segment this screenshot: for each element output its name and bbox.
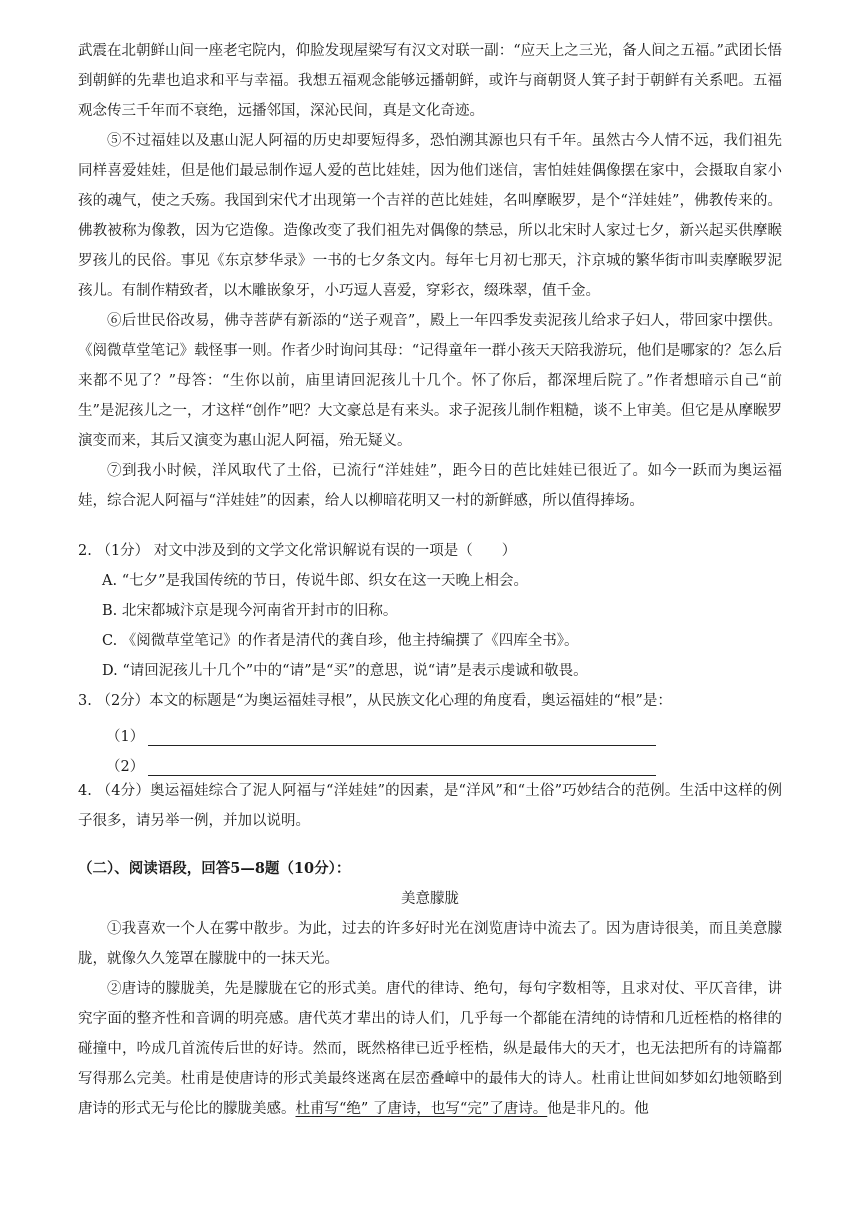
question-2-option-a: A. “七夕”是我国传统的节日，传说牛郎、织女在这一天晚上相会。: [102, 573, 529, 589]
question-4: [78, 776, 782, 836]
paragraph-2-text: ②唐诗的朦胧美，先是朦胧在它的形式美。唐代的律诗、绝句，每句字数相等，且求对仗、平仄音律，讲究字面的整齐性和音调的明亮感。唐代英才辈出的诗人们，几乎每一个都能在清纯的诗情和几近桎梏的格律的碰撞中，吟成几首流传后世的好诗。然而，既然格律已近乎桎梏，纵是最伟大的天才，也无法把所有的诗篇都写得那么完美。杜甫是使唐诗的形式美最终迷离在层峦叠嶂中的最伟大的诗人。杜甫让世间如梦如幻地领略到唐诗的形式无与伦比的朦胧美感。: [78, 981, 782, 1117]
passage-paragraph-7: ⑦到我小时候，洋风取代了土俗，已流行“洋娃娃”，距今日的芭比娃娃已很近了。如今一跃而为奥运福娃，综合泥人阿福与“洋娃娃”的因素，给人以柳暗花明又一村的新鲜感，所以值得捧场。: [78, 463, 782, 509]
question-2-stem: 2. （1分） 对文中涉及到的文学文化常识解说有误的一项是（ ）: [78, 543, 517, 559]
passage-paragraph-5: ⑤不过福娃以及惠山泥人阿福的历史却要短得多，恐怕溯其源也只有千年。虽然古今人情不远，我们祖先同样喜爱娃娃，但是他们最忌制作逗人爱的芭比娃娃，因为他们迷信，害怕娃娃偶像摆在家中，会摄取自家小孩的魂气，使之夭殇。我国到宋代才出现第一个吉祥的芭比娃娃，名叫摩睺罗，是个“洋娃娃”，佛教传来的。佛教被称为像教，因为它造像。造像改变了我们祖先对偶像的禁忌，所以北宋时人家过七夕，新兴起买供摩睺罗孩儿的民俗。事见《东京梦华录》一书的七夕条文内。每年七月初七那天，汴京城的繁华街市叫卖摩睺罗泥孩儿。有制作精致者，以木雕嵌象牙，小巧逗人喜爱，穿彩衣，缀珠翠，值千金。: [78, 133, 782, 299]
passage-paragraph-4-continued: 武震在北朝鲜山间一座老宅院内，仰脸发现屋梁写有汉文对联一副：“应天上之三光，备人间之五福。”武团长悟到朝鲜的先辈也追求和平与幸福。我想五福观念能够远播朝鲜，或许与商朝贤人箕子封于朝鲜有关系吧。五福观念传三千年而不衰绝，远播邻国，深沁民间，真是文化奇迹。: [78, 43, 782, 119]
question-3-answer-line-2[interactable]: [78, 746, 782, 776]
question-2-option-b: B. 北宋都城汴京是现今河南省开封市的旧称。: [102, 603, 398, 619]
question-2-option-c: C. 《阅微草堂笔记》的作者是清代的龚自珍，他主持编撰了《四库全书》。: [102, 633, 579, 649]
passage-paragraph-6: ⑥后世民俗改易，佛寺菩萨有新添的“送子观音”，殿上一年四季发卖泥孩儿给求子妇人，带回家中摆供。《阅微草堂笔记》载怪事一则。作者少时询问其母：“记得童年一群小孩天天陪我游玩，他们是哪家的？怎么后来都不见了？”母答：“生你以前，庙里请回泥孩儿十几个。怀了你后，都深埋后院了。”作者想暗示自己“前生”是泥孩儿之一，才这样“创作”吧？大文豪总是有来头。求子泥孩儿制作粗糙，谈不上审美。但它是从摩睺罗演变而来，其后又演变为惠山泥人阿福，殆无疑义。: [78, 313, 782, 449]
answer-label-2: （2）: [106, 759, 145, 775]
answer-label-1: （1）: [106, 729, 145, 745]
question-3-answer-line-1[interactable]: [78, 716, 782, 746]
question-3: [78, 686, 782, 776]
spacer: [78, 516, 782, 536]
question-2: [78, 536, 782, 686]
answer-underline-1[interactable]: [148, 727, 656, 746]
section2-paragraph-2: [78, 974, 782, 1124]
question-4-stem: 4. （4分）奥运福娃综合了泥人阿福与“洋娃娃”的因素，是“洋风”和“土俗”巧妙结合的范例。生活中这样的例子很多，请另举一例，并加以说明。: [78, 783, 782, 829]
paragraph-2-text-end: 他是非凡的。他: [547, 1101, 649, 1117]
passage-title: 美意朦胧: [401, 891, 459, 907]
question-3-stem: 3. （2分）本文的标题是“为奥运福娃寻根”，从民族文化心理的角度看，奥运福娃的“根”是：: [78, 693, 672, 709]
underlined-sentence: 杜甫写“绝” 了唐诗，也写“完”了唐诗。: [295, 1101, 548, 1117]
question-2-option-d: D. “请回泥孩儿十几个”中的“请”是“买”的意思，说“请”是表示虔诚和敬畏。: [102, 663, 588, 679]
section2-paragraph-1: ①我喜欢一个人在雾中散步。为此，过去的许多好时光在浏览唐诗中流去了。因为唐诗很美，而且美意朦胧，就像久久笼罩在朦胧中的一抹天光。: [78, 921, 782, 967]
answer-underline-2[interactable]: [148, 757, 656, 776]
section-heading: （二）、阅读语段，回答5—8题（10分）：: [78, 860, 351, 877]
